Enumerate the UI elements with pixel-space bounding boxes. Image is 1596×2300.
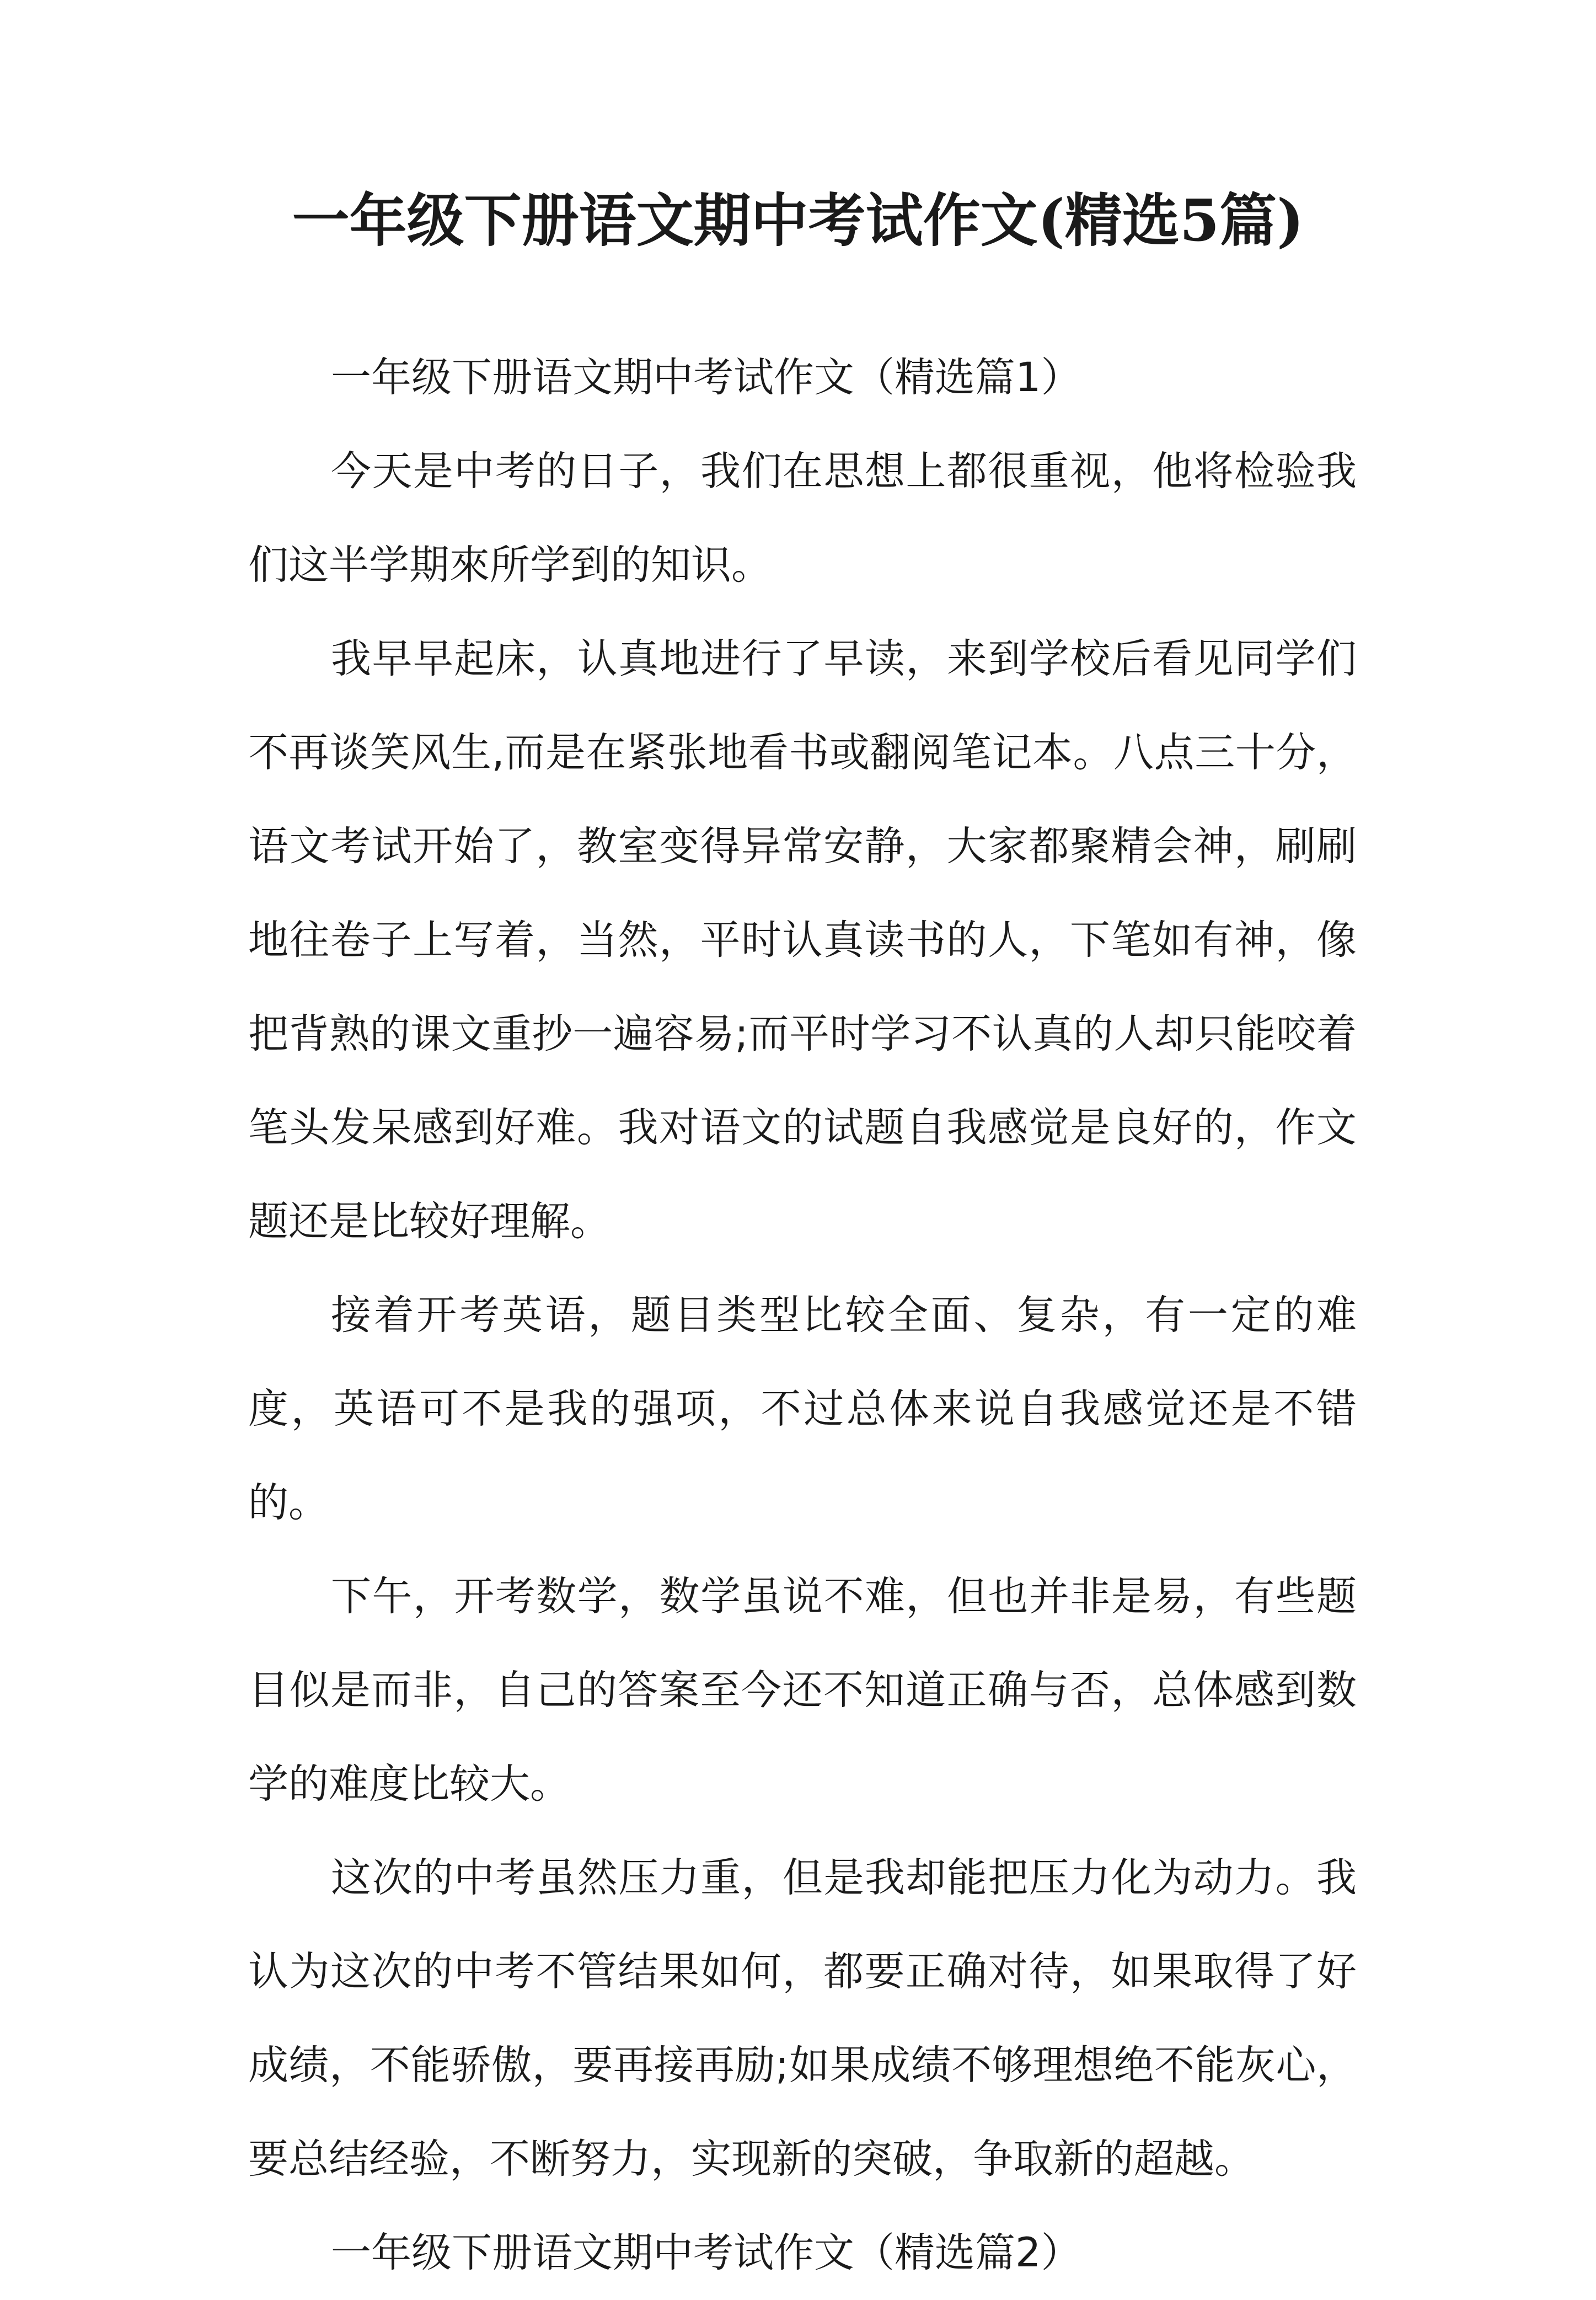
body-paragraph: 这次的中考虽然压力重，但是我却能把压力化为动力。我认为这次的中考不管结果如何，都要正确对待，如果取得了好成绩，不能骄傲，要再接再励;如果成绩不够理想绝不能灰心，要总结经验，不断努力，实现新的突破，争取新的超越。 — [248, 1854, 1357, 2183]
document-body — [248, 331, 1357, 2300]
document-title: 一年级下册语文期中考试作文(精选5篇) — [292, 186, 1304, 254]
body-paragraph: 今天是中考的日子，我们在思想上都很重视，他将检验我们这半学期來所学到的知识。 — [248, 448, 1357, 589]
body-paragraph: 下午，开考数学，数学虽说不难，但也并非是易，有些题目似是而非，自己的答案至今还不知道正确与否，总体感到数学的难度比较大。 — [248, 1573, 1357, 1807]
body-paragraph: 我早早起床，认真地进行了早读，来到学校后看见同学们不再谈笑风生,而是在紧张地看书或翻阅笔记本。八点三十分，语文考试开始了，教室变得异常安静，大家都聚精会神，刷刷地往卷子上写着，当然，平时认真读书的人，下笔如有神，像把背熟的课文重抄一遍容易;而平时学习不认真的人却只能咬着笔头发呆感到好难。我对语文的试题自我感觉是良好的，作文题还是比较好理解。 — [248, 635, 1357, 1245]
section-heading: 一年级下册语文期中考试作文（精选篇2） — [331, 2229, 1081, 2276]
body-paragraph: 接着开考英语，题目类型比较全面、复杂，有一定的难度，英语可不是我的强项，不过总体来说自我感觉还是不错的。 — [248, 1292, 1357, 1526]
section-heading: 一年级下册语文期中考试作文（精选篇1） — [331, 354, 1081, 401]
